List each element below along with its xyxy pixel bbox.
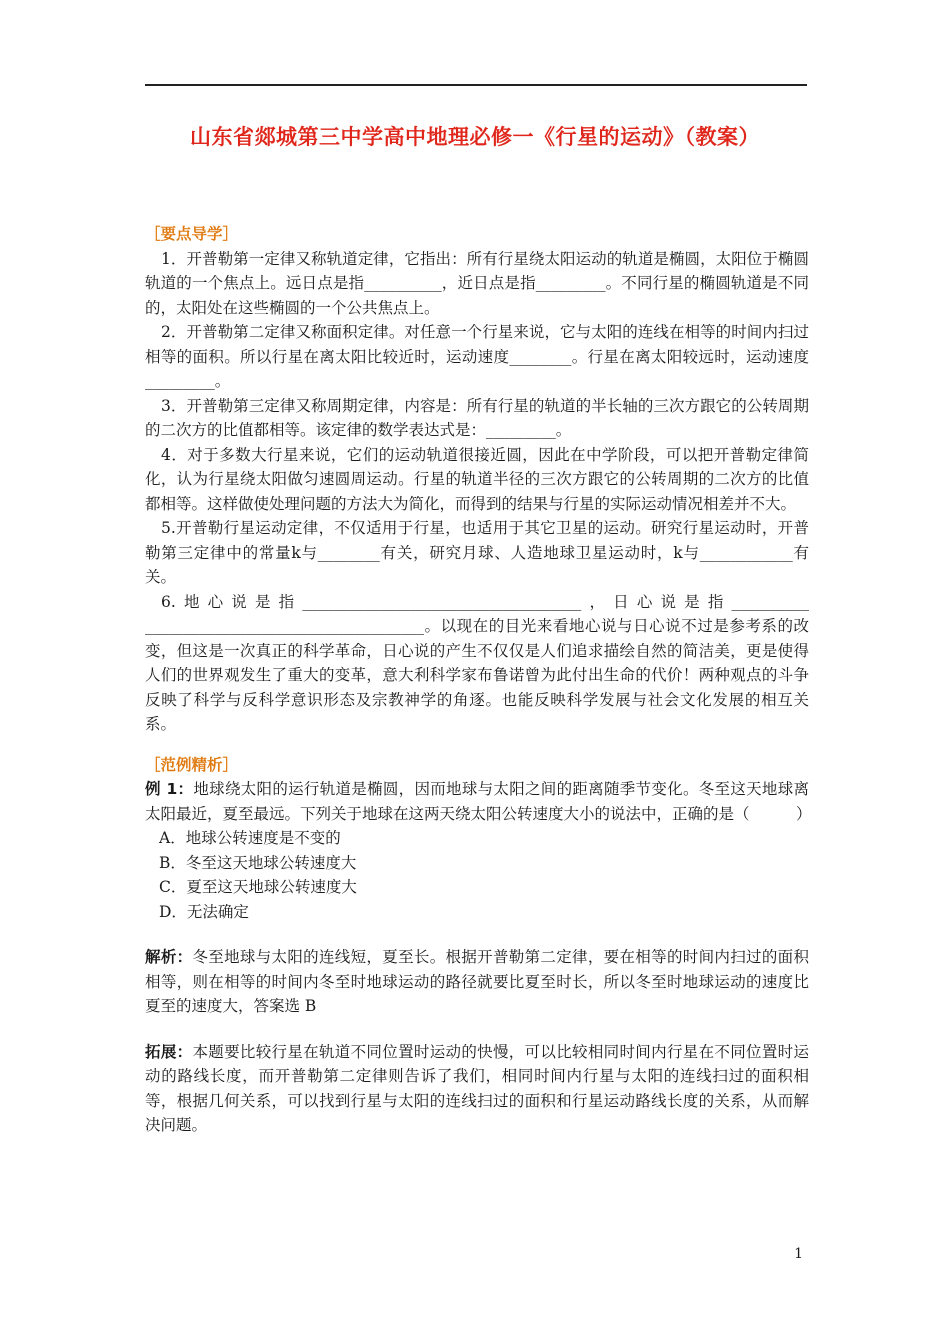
key-point-5: 5.开普勒行星运动定律，不仅适用于行星，也适用于其它卫星的运动。研究行星运动时，开普勒第三定律中的常量k与________有关，研究月球、人造地球卫星运动时，k与____________有关。 (145, 519, 809, 586)
key-point-3: 3．开普勒第三定律又称周期定律，内容是：所有行星的轨道的半长轴的三次方跟它的公转周期的二次方的比值都相等。该定律的数学表达式是：_________。 (145, 396, 809, 439)
analysis-text: 冬至地球与太阳的连线短，夏至长。根据开普勒第二定律，要在相等的时间内扫过的面积相等，则在相等的时间内冬至时地球运动的路径就要比夏至时长，所以冬至时地球运动的速度比夏至的速度大，答案选 B (145, 948, 809, 1015)
choice-d: D．无法确定 (159, 902, 249, 921)
choice-a: A．地球公转速度是不变的 (159, 829, 341, 847)
key-point-2: 2．开普勒第二定律又称面积定律。对任意一个行星来说，它与太阳的连线在相等的时间内扫过相等的面积。所以行星在离太阳比较近时，运动速度________。行星在离太阳较远时，运动速度_________。 (145, 323, 809, 390)
analysis-label: 解析： (145, 948, 193, 966)
key-point-4: 4．对于多数大行星来说，它们的运动轨道很接近圆，因此在中学阶段，可以把开普勒定律简化，认为行星绕太阳做匀速圆周运动。行星的轨道半径的三次方跟它的公转周期的二次方的比值都相等。这样做使处理问题的方法大为简化，而得到的结果与行星的实际运动情况相差并不大。 (145, 445, 809, 513)
extension-label: 拓展： (145, 1042, 193, 1061)
example-question (145, 777, 812, 826)
choice-c: C．夏至这天地球公转速度大 (159, 878, 357, 896)
section-heading-examples: ［范例精析］ (145, 755, 239, 774)
document-title: 山东省郯城第三中学高中地理必修一《行星的运动》（教案） (190, 125, 760, 149)
example-text: 地球绕太阳的运行轨道是椭圆，因而地球与太阳之间的距离随季节变化。冬至这天地球离太阳最近，夏至最远。下列关于地球在这两天绕太阳公转速度大小的说法中，正确的是（ ） (145, 780, 812, 823)
analysis-paragraph (145, 945, 809, 1019)
document-body (145, 222, 812, 1138)
key-point-6: 6.地心说是指____________________________________，日心说是指__________ ____________________________________。以现在的目光来看地心说与日心说不过是参考系的改变，但这是一次真正的科学革命，日心说的产生不仅仅是人们追求描绘自然的简洁美，更是使得人们的世界观发生了重大的变革，意大利科学家布鲁诺曾为此付出生命的代价！两种观点的斗争反映了科学与反科学意识形态及宗教神学的角逐。也能反映科学发展与社会文化发展的相互关系。 (145, 592, 809, 733)
key-point-1: 1．开普勒第一定律又称轨道定律，它指出：所有行星绕太阳运动的轨道是椭圆，太阳位于椭圆轨道的一个焦点上。远日点是指__________，近日点是指_________。不同行星的椭圆轨道是不同的，太阳处在这些椭圆的一个公共焦点上。 (145, 249, 809, 317)
extension-paragraph (145, 1040, 809, 1138)
example-label: 例 1： (145, 780, 194, 798)
page-number: 1 (794, 1246, 803, 1262)
extension-text: 本题要比较行星在轨道不同位置时运动的快慢，可以比较相同时间内行星在不同位置时运动的路线长度，而开普勒第二定律则告诉了我们，相同时间内行星与太阳的连线扫过的面积相等，根据几何关系，可以找到行星与太阳的连线扫过的面积和行星运动路线长度的关系，从而解决问题。 (145, 1042, 809, 1134)
header-rule (145, 84, 807, 86)
choice-b: B．冬至这天地球公转速度大 (159, 853, 357, 872)
section-heading-key-points: ［要点导学］ (145, 225, 239, 243)
